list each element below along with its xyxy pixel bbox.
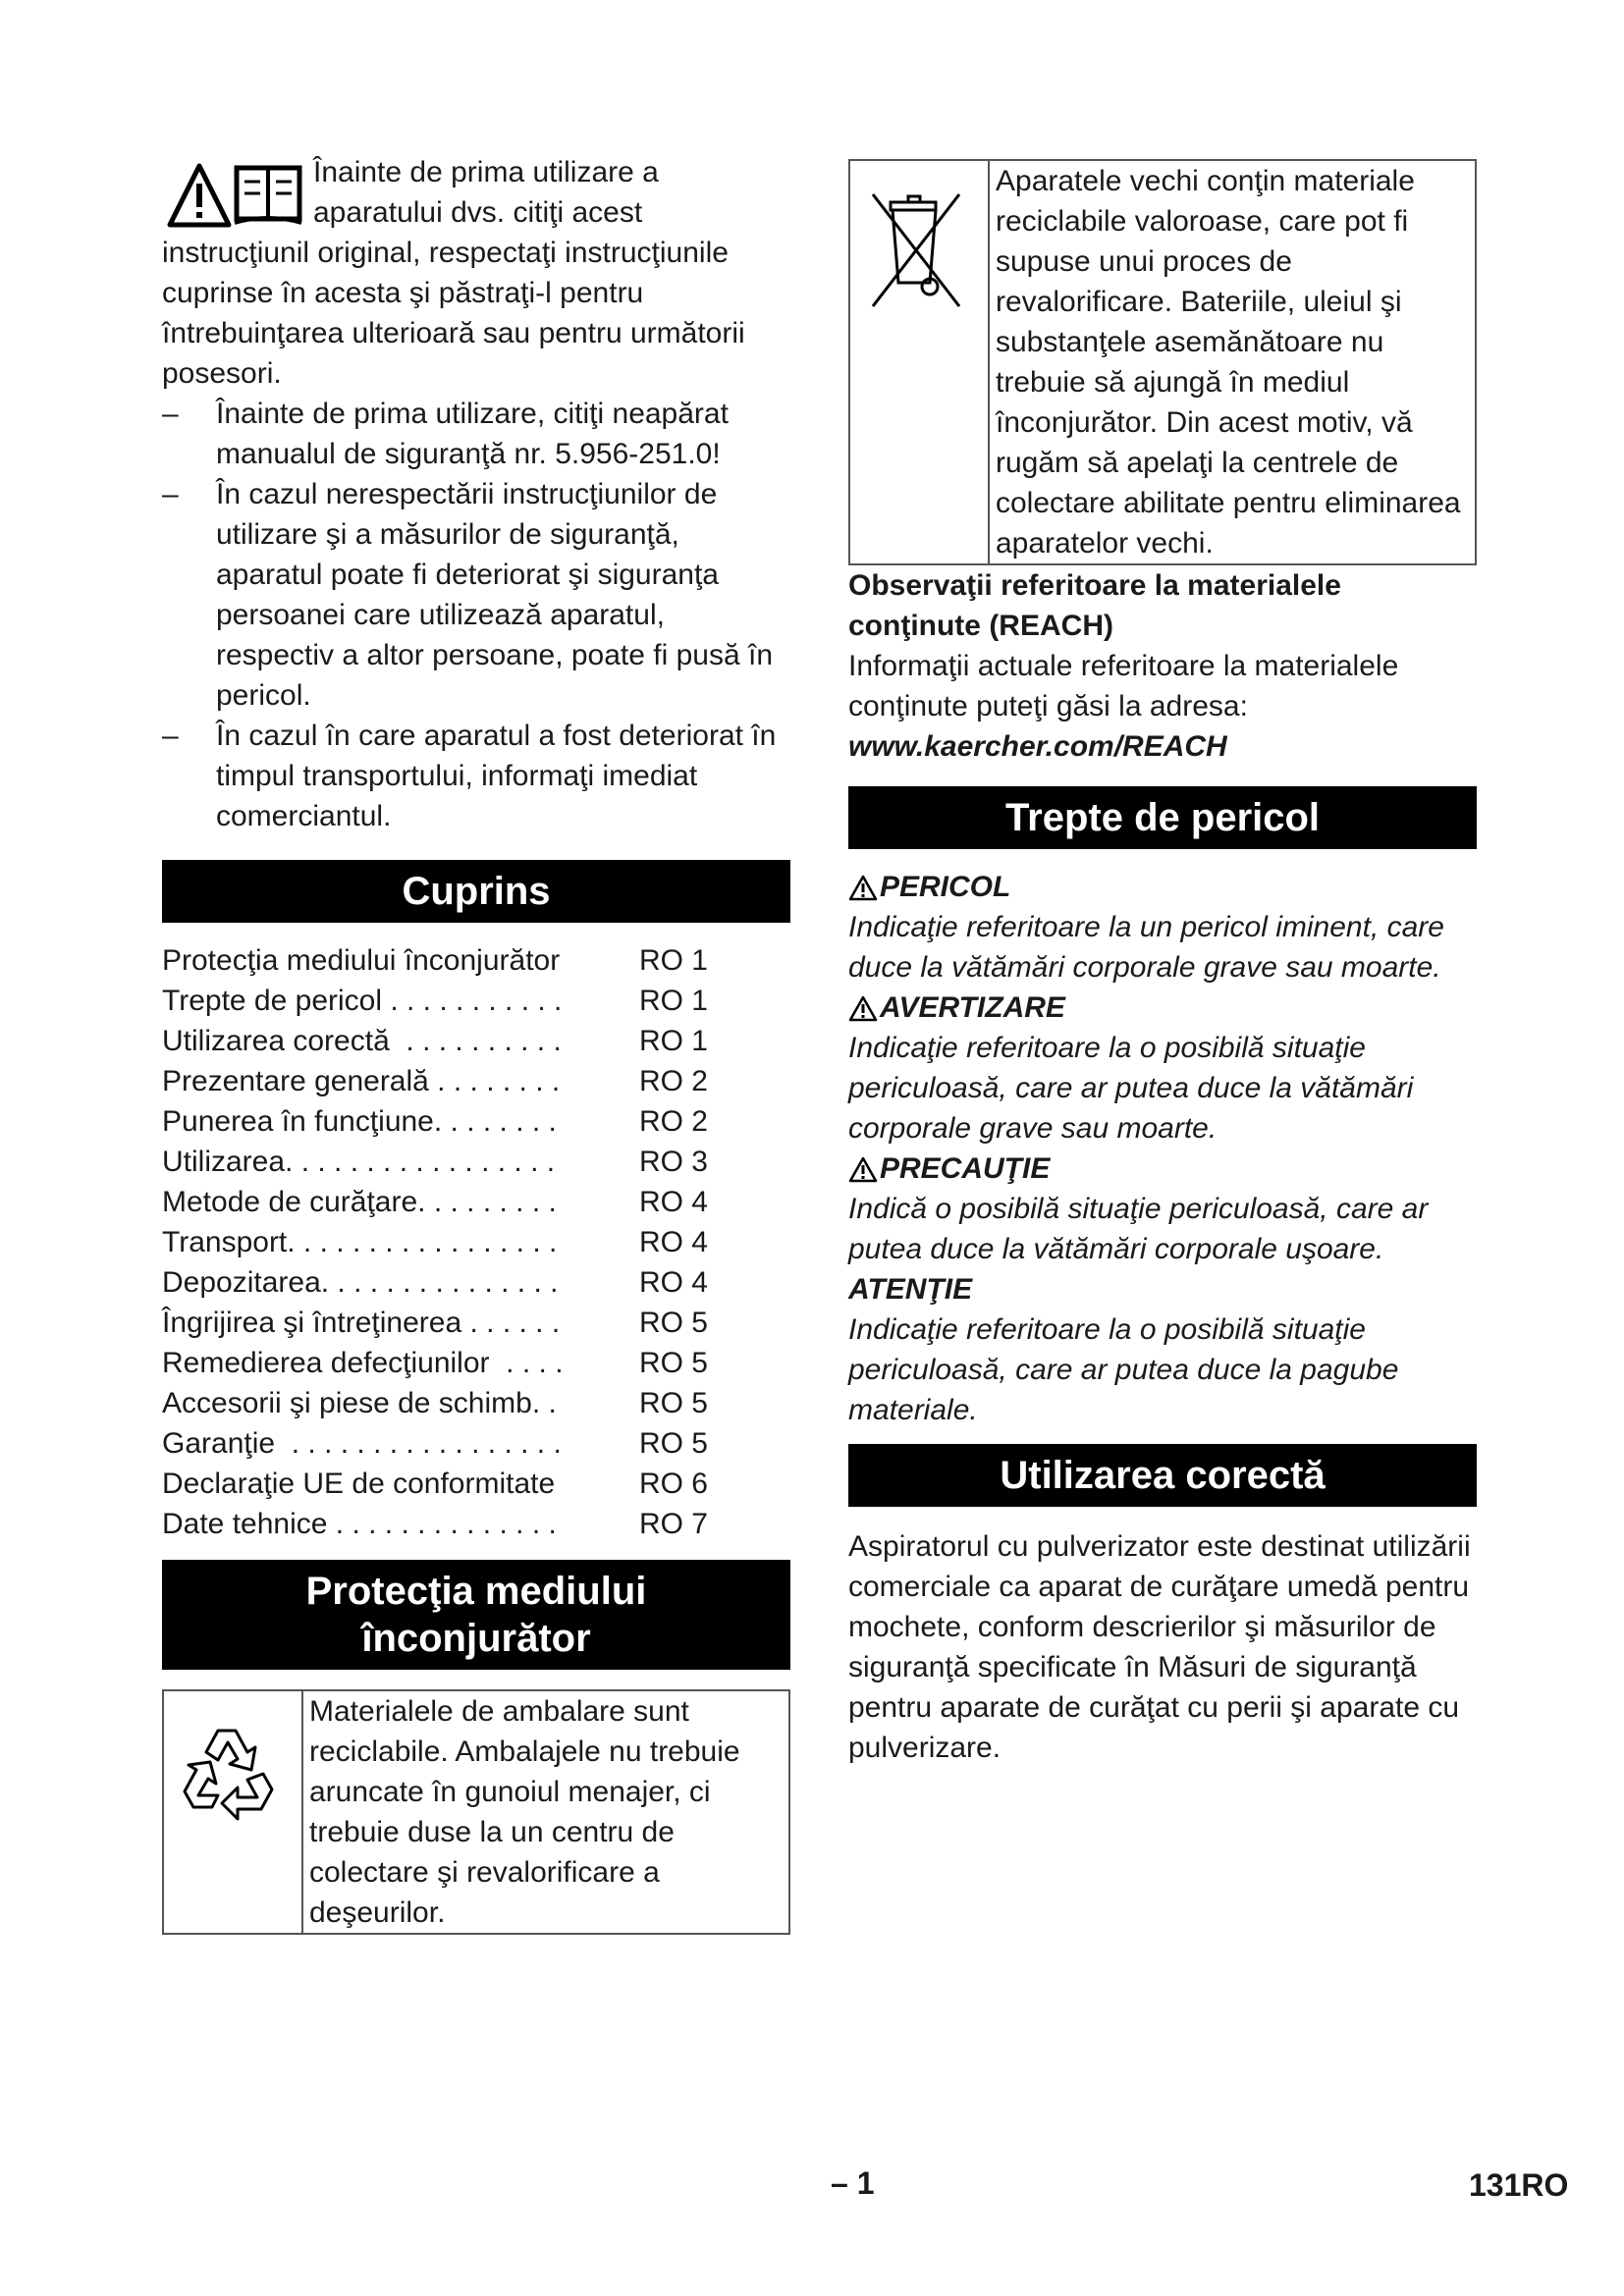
toc-page: RO 1 xyxy=(638,985,708,1017)
hazard-title-warning xyxy=(848,988,1477,1028)
toc-title: Trepte de pericol . . . . . . . . . . . xyxy=(162,985,563,1017)
hazard-text: Indică o posibilă situaţie periculoasă, care ar putea duce la vătămări corporale uşoare. xyxy=(848,1193,1429,1265)
intro-icons xyxy=(166,158,303,231)
hazard-text: Indicaţie referitoare la un pericol iminent, care duce la vătămări corporale grave sau moarte. xyxy=(848,911,1444,984)
toc-page: RO 7 xyxy=(638,1508,708,1540)
toc-item[interactable] xyxy=(162,1303,790,1343)
toc-title: Protecţia mediului înconjurător xyxy=(162,944,561,977)
recycle-icon-cell xyxy=(164,1691,303,1933)
hazard-label: PERICOL xyxy=(880,871,1011,903)
toc-item[interactable] xyxy=(162,1423,790,1464)
toc-item[interactable] xyxy=(162,1222,790,1262)
reach-link[interactable]: www.kaercher.com/REACH xyxy=(848,730,1227,763)
toc-title: Prezentare generală . . . . . . . . xyxy=(162,1065,561,1097)
disposal-text: Aparatele vechi conţin materiale reciclabile valoroase, care pot fi supuse unui proces de revalorificare. Bateriile, uleiul şi substanţele asemănătoare nu trebuie să ajungă în mediul înconjurător. Din acest motiv, vă rugăm să apelaţi la centrele de colectare abilitate pentru eliminarea aparatelor vechi. xyxy=(996,165,1461,560)
environment-heading-line: înconjurător xyxy=(361,1617,591,1660)
intro-bullets xyxy=(162,394,790,836)
intro-bullet: – În cazul nerespectării instrucţiunilor de utilizare şi a măsurilor de siguranţă, aparatul poate fi deteriorat şi siguranţa persoanei care utilizează aparatul, respectiv a altor persoane, poate fi pusă în pericol. xyxy=(162,474,790,716)
recycling-notice xyxy=(162,1689,790,1935)
hazard-label: AVERTIZARE xyxy=(880,991,1065,1024)
recycle-icon xyxy=(179,1713,287,1821)
toc-page: RO 2 xyxy=(638,1105,708,1138)
reach-title: Observaţii referitoare la materialele conţinute (REACH) xyxy=(848,569,1341,642)
disposal-notice xyxy=(848,159,1477,565)
hazard-levels xyxy=(848,867,1477,1430)
toc-title: Garanţie . . . . . . . . . . . . . . . . . xyxy=(162,1427,562,1460)
hazard-text: Indicaţie referitoare la o posibilă situaţie periculoasă, care ar putea duce la pagube materiale. xyxy=(848,1313,1399,1426)
hazards-heading: Trepte de pericol xyxy=(848,786,1477,849)
toc-title: Declaraţie UE de conformitate xyxy=(162,1468,556,1500)
toc-item[interactable] xyxy=(162,1061,790,1101)
toc-title: Remedierea defecţiunilor . . . . xyxy=(162,1347,564,1379)
toc-item[interactable] xyxy=(162,1142,790,1182)
usage-text: Aspiratorul cu pulverizator este destinat utilizării comerciale ca aparat de curăţare umedă pentru mochete, conform descrierilor şi măsurilor de siguranţă specificate în Măsuri de siguranţă pentru aparate de curăţat cu perii şi aparate cu pulverizare. xyxy=(848,1530,1471,1764)
toc-page: RO 5 xyxy=(638,1387,708,1419)
intro-bullet: – Înainte de prima utilizare, citiţi neapărat manualul de siguranţă nr. 5.956-251.0! xyxy=(162,394,790,474)
toc-title: Utilizarea corectă . . . . . . . . . . xyxy=(162,1025,562,1057)
intro-section xyxy=(162,152,790,836)
toc-item[interactable] xyxy=(162,1343,790,1383)
toc-title: Transport. . . . . . . . . . . . . . . . . xyxy=(162,1226,558,1258)
toc-item[interactable] xyxy=(162,1383,790,1423)
warning-icon xyxy=(848,994,878,1022)
toc-title: Accesorii şi piese de schimb. . xyxy=(162,1387,557,1419)
page-number-local: – 1 xyxy=(831,2165,875,2201)
left-column xyxy=(162,152,790,1935)
toc-page: RO 5 xyxy=(638,1427,708,1460)
disposal-icon-cell xyxy=(850,161,990,563)
toc-page: RO 4 xyxy=(638,1226,708,1258)
toc-title: Depozitarea. . . . . . . . . . . . . . . xyxy=(162,1266,559,1299)
table-of-contents xyxy=(162,940,790,1544)
intro-text: Înainte de prima utilizare a aparatului dvs. citiţi acest instrucţiunil original, respectaţi instrucţiunile cuprinse în acesta şi păstraţi-l pentru întrebuinţarea ulterioară sau pentru următorii posesori. xyxy=(162,156,745,390)
toc-item[interactable] xyxy=(162,1262,790,1303)
warning-manual-icon xyxy=(166,158,303,231)
toc-item[interactable] xyxy=(162,1101,790,1142)
toc-heading: Cuprins xyxy=(162,860,790,923)
toc-page: RO 4 xyxy=(638,1186,708,1218)
crossed-bin-icon xyxy=(865,188,973,316)
toc-page: RO 1 xyxy=(638,944,708,977)
reach-text: Informaţii actuale referitoare la materialele conţinute puteţi găsi la adresa: xyxy=(848,650,1399,722)
toc-item[interactable] xyxy=(162,1504,790,1544)
toc-title: Îngrijirea şi întreţinerea . . . . . . xyxy=(162,1307,561,1339)
toc-item[interactable] xyxy=(162,981,790,1021)
toc-item[interactable] xyxy=(162,940,790,981)
toc-item[interactable] xyxy=(162,1021,790,1061)
environment-heading-line: Protecţia mediului xyxy=(305,1570,647,1613)
environment-heading xyxy=(162,1560,790,1670)
intro-bullet: – În cazul în care aparatul a fost deteriorat în timpul transportului, informaţi imediat comerciantul. xyxy=(162,716,790,836)
toc-title: Punerea în funcţiune. . . . . . . . xyxy=(162,1105,557,1138)
toc-page: RO 5 xyxy=(638,1347,708,1379)
right-column xyxy=(848,159,1477,1768)
hazard-title-attention xyxy=(848,1269,1477,1309)
toc-title: Date tehnice . . . . . . . . . . . . . . xyxy=(162,1508,557,1540)
toc-title: Metode de curăţare. . . . . . . . . xyxy=(162,1186,557,1218)
toc-page: RO 3 xyxy=(638,1146,708,1178)
hazard-title-danger xyxy=(848,867,1477,907)
warning-icon xyxy=(848,874,878,901)
recycling-text: Materialele de ambalare sunt reciclabile. Ambalajele nu trebuie aruncate în gunoiul menajer, ci trebuie duse la un centru de colectare şi revalorificare a deşeurilor. xyxy=(309,1695,740,1929)
toc-page: RO 4 xyxy=(638,1266,708,1299)
toc-item[interactable] xyxy=(162,1182,790,1222)
warning-icon xyxy=(848,1155,878,1183)
toc-page: RO 2 xyxy=(638,1065,708,1097)
toc-page: RO 5 xyxy=(638,1307,708,1339)
hazard-label: PRECAUŢIE xyxy=(880,1152,1051,1185)
toc-title: Utilizarea. . . . . . . . . . . . . . . . . xyxy=(162,1146,556,1178)
toc-item[interactable] xyxy=(162,1464,790,1504)
usage-heading: Utilizarea corectă xyxy=(848,1444,1477,1507)
page-number-total: 131RO xyxy=(1469,2167,1569,2203)
hazard-label: ATENŢIE xyxy=(848,1273,973,1306)
hazard-text: Indicaţie referitoare la o posibilă situaţie periculoasă, care ar putea duce la vătămări corporale grave sau moarte. xyxy=(848,1032,1414,1145)
hazard-title-caution xyxy=(848,1148,1477,1189)
toc-page: RO 6 xyxy=(638,1468,708,1500)
toc-page: RO 1 xyxy=(638,1025,708,1057)
